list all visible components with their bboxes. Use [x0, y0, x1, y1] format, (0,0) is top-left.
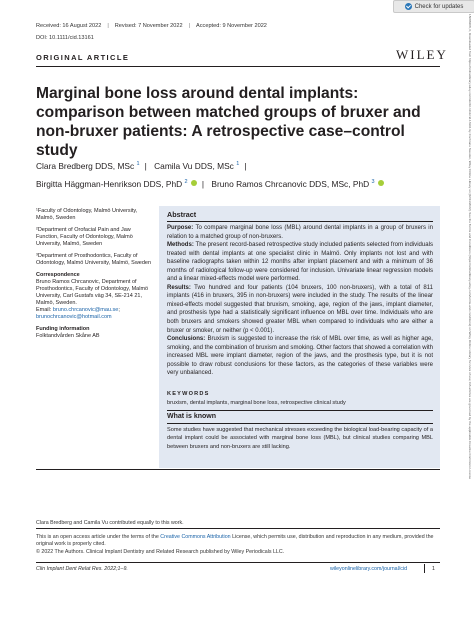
article-dates [36, 23, 267, 29]
author-name[interactable]: Camila Vu DDS, MSc $^1$ [154, 160, 240, 171]
abstract-heading: Abstract [167, 210, 197, 219]
author-name[interactable]: Clara Bredberg DDS, MSc $^1$ [36, 160, 140, 171]
contribution-note: Clara Bredberg and Camila Vu contributed equally to this work. [36, 520, 184, 526]
email-link[interactable]: brunochrcanovic@hotmail.com [36, 314, 112, 320]
author-name[interactable]: Birgitta Häggman-Henrikson DDS, PhD $^2$ [36, 179, 197, 189]
author-list: Clara Bredberg DDS, MSc $^1$ | Camila Vu DDS, MSc $^1$ | Birgitta Häggman-Henrikson DDS, PhD $^2$ | Bruno Ramos Chrcanovic DDS, MSc, PhD $^3$ [36, 156, 440, 192]
article-type: ORIGINAL ARTICLE [36, 53, 130, 62]
check-for-updates-label: Check for updates [414, 3, 464, 10]
check-icon [405, 3, 412, 10]
author-name[interactable]: Bruno Ramos Chrcanovic DDS, MSc, PhD $^3$ [211, 179, 384, 189]
divider [167, 410, 433, 411]
check-for-updates-button[interactable] [393, 0, 474, 13]
revised-date: Revised: 7 November 2022 [114, 23, 183, 29]
divider [36, 562, 440, 563]
divider: | [107, 23, 109, 29]
what-is-known-heading: What is known [167, 413, 216, 420]
correspondence-heading: Correspondence [36, 272, 80, 278]
accepted-date: Accepted: 9 November 2022 [196, 23, 267, 29]
article-title: Marginal bone loss around dental implants: comparison between matched groups of bruxer and non-bruxer patients: A retrospective case–control study [36, 85, 421, 159]
divider: | [188, 23, 191, 29]
affiliation: ¹Faculty of Odontology, Malmö University, Malmö, Sweden [36, 208, 138, 221]
journal-citation: Clin Implant Dent Relat Res. 2022;1–9. [36, 566, 128, 572]
copyright: © 2022 The Authors. Clinical Implant Dentistry and Related Research published by Wiley Periodicals LLC. [36, 548, 285, 555]
orcid-icon[interactable] [191, 180, 197, 186]
divider [167, 221, 433, 222]
abstract-text: Purpose: To compare marginal bone loss (MBL) around dental implants in a group of bruxers in relation to a matched group of non-bruxers. Methods: The present record-based retrospective study included patients selected from individuals treated with dental implants at one specialist clinic in Malmö. Only implants not lost and with baseline radiographs taken within 12 months after implant placement and with a minimum of 36 months of radiological follow-up were considered for inclusion. Univariate linear regression models and a linear mixed-effects model were performed. Results: Two hundred and four patients (104 bruxers, 100 non-bruxers), with a total of 811 implants (416 in bruxers, 395 in non-bruxers) were included in the study. The results of the linear mixed-effects model suggested that bruxism, smoking, age, region of the jaws, implant diameter, and prosthesis type had a statistically significant influence on MBL over time. Individuals who are both bruxers and smokers showed greater MBL when compared to individuals who are either a bruxer or smoker, or neither (p < 0.001). Conclusions: Bruxism is suggested to increase the risk of MBL over time, as well as higher age, smoking, and the combination of bruxism and smoking. Other factors that showed a correlation with increased MBL were implant diameter, region of the jaws, and the prosthesis type, but it is not possible to draw robust conclusions for these factors, as the categories of these variables were very unbalanced. [167, 225, 433, 377]
license-text: This is an open access article under the terms of the Creative Commons Attribution License, which permits use, distribution and reproduction in any medium, provided the original work is properly cited. © 2022 The Authors. Clinical Implant Dentistry and Related Research published by Wiley Periodicals LLC. [36, 534, 434, 555]
email-label: Email: [36, 307, 52, 313]
divider [167, 423, 433, 424]
keywords-heading: KEYWORDS [167, 391, 210, 397]
divider [36, 66, 440, 67]
what-is-known-text: Some studies have suggested that mechanical stresses exceeding the biological load-bearing capacity of a dental implant could be associated with marginal bone loss (MBL), but clinical studies comparing MBL between bruxers and non-bruxers are still lacking. [167, 427, 433, 450]
funding-heading: Funding information [36, 326, 90, 332]
affiliations: ¹Faculty of Odontology, Malmö University, Malmö, Sweden ²Department of Orofacial Pain and Jaw Function, Faculty of Odontology, Malmö University, Malmö, Sweden ³Department of Prosthodontics, Faculty of Odontology, Malmö University, Malmö, Sweden Correspondence Bruno Ramos Chrcanovic, Department of Prosthodontics, Faculty of Odontology, Malmö University, Carl Gustafs väg 34, SE-214 21, Malmö, Sweden. Email: bruno.chrcanovic@mau.se; brunochrcanovic@hotmail.com Funding information Folktandvården Skåne AB [36, 208, 154, 345]
doi[interactable]: DOI: 10.1111/cid.13161 [36, 35, 94, 41]
publisher-logo: WILEY [396, 47, 448, 62]
divider [424, 564, 425, 573]
keywords: bruxism, dental implants, marginal bone loss, retrospective clinical study [167, 400, 346, 406]
correspondence-text: Bruno Ramos Chrcanovic, Department of Prosthodontics, Faculty of Odontology, Malmö University, Carl Gustafs väg 34, SE-214 21, Malmö, Sweden. [36, 279, 149, 306]
page-number: 1 [432, 566, 435, 572]
divider [36, 469, 440, 470]
download-notice: 15088208, 0, Downloaded from https://onlinelibrary.wiley.com/doi/10.1111/cid.13161 by Cochrane Sweden, Wiley Online Library on [22/11/2022]. See the Terms and Conditions (https://onlinelibrary.wiley.com/terms-and-conditions) on Wiley Online Library for rules of use; OA articles are governed by the applicable Creative Commons License [468, 14, 472, 480]
funding-text: Folktandvården Skåne AB [36, 333, 100, 339]
affiliation: ²Department of Orofacial Pain and Jaw Function, Faculty of Odontology, Malmö University, Malmö, Sweden [36, 227, 133, 247]
journal-link[interactable]: wileyonlinelibrary.com/journal/cid [330, 566, 408, 572]
license-link[interactable]: Creative Commons Attribution [160, 534, 231, 540]
email-link[interactable]: bruno.chrcanovic@mau.se [52, 307, 119, 313]
orcid-icon[interactable] [378, 180, 384, 186]
divider [36, 528, 440, 529]
affiliation: ³Department of Prosthodontics, Faculty of Odontology, Malmö University, Malmö, Sweden [36, 253, 152, 266]
received-date: Received: 16 August 2022 [36, 23, 102, 29]
